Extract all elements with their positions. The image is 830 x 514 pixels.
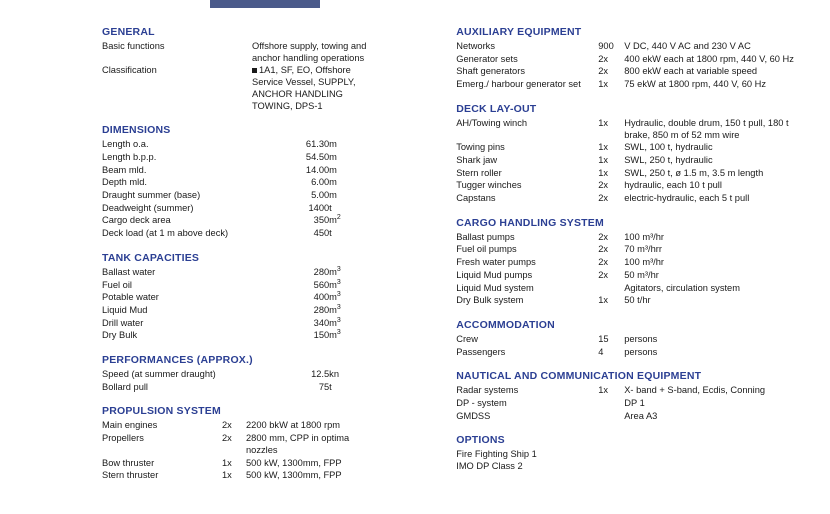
table-row <box>102 470 372 483</box>
table-row <box>102 215 372 228</box>
row-value: 61.30 <box>305 139 330 150</box>
section-title-performances: PERFORMANCES (APPROX.) <box>102 354 253 367</box>
band-segment-left <box>0 0 210 8</box>
row-value: 5.00 <box>311 190 330 201</box>
row-value: 2x <box>222 420 232 431</box>
section-auxiliary-equipment <box>456 26 814 92</box>
row-unit: Agitators, circulation system <box>624 282 740 293</box>
row-label: Ballast water <box>102 266 156 277</box>
row-label: Length o.a. <box>102 139 149 150</box>
row-unit: m <box>329 164 337 175</box>
table-row <box>102 280 372 293</box>
table-deck-layout <box>456 118 814 206</box>
top-color-band <box>0 0 830 8</box>
table-row <box>102 458 372 471</box>
row-label: Dry Bulk <box>102 330 138 341</box>
option-line: IMO DP Class 2 <box>456 461 523 472</box>
table-row <box>456 66 814 79</box>
row-value: 1x <box>598 142 609 153</box>
row-unit: 500 kW, 1300mm, FPP <box>246 457 342 468</box>
row-label: Networks <box>456 41 495 51</box>
row-label: Passengers <box>456 346 506 357</box>
specification-sheet <box>0 8 830 514</box>
row-unit: t <box>329 202 332 213</box>
table-row <box>102 382 372 395</box>
table-dimensions <box>102 139 372 241</box>
row-unit: 2200 bkW at 1800 rpm <box>246 420 341 431</box>
row-label: Liquid Mud pumps <box>456 269 533 280</box>
row-unit: Hydraulic, double drum, 150 t pull, 180 t brake, 850 m of 52 mm wire <box>624 117 789 140</box>
table-row <box>102 318 372 331</box>
row-value: 54.50 <box>305 151 330 162</box>
row-unit: electric-hydraulic, each 5 t pull <box>624 193 750 204</box>
row-value <box>598 398 624 411</box>
row-unit: 50 t/hr <box>624 295 651 306</box>
section-deck-layout <box>456 103 814 206</box>
row-unit: SWL, 250 t, hydraulic <box>624 154 713 165</box>
table-accommodation <box>456 334 814 359</box>
band-segment-accent <box>210 0 320 8</box>
row-label: Crew <box>456 333 478 344</box>
row-unit: m <box>329 139 337 150</box>
row-value: 1x <box>598 79 609 90</box>
row-label: Emerg./ harbour generator set <box>456 79 581 90</box>
row-value: 1x <box>222 457 232 468</box>
section-title-general: GENERAL <box>102 26 155 38</box>
superscript: 3 <box>336 316 341 324</box>
row-label: Potable water <box>102 292 159 303</box>
row-value: 1x <box>598 154 609 165</box>
row-value: 280 <box>313 304 330 315</box>
table-row <box>456 193 814 206</box>
table-auxiliary-equipment <box>456 41 814 92</box>
table-row <box>102 190 372 203</box>
table-row <box>456 54 814 67</box>
bullet-square-icon <box>252 68 257 73</box>
row-unit: X- band + S-band, Ecdis, Conning <box>624 385 766 396</box>
row-label: Generator sets <box>456 53 518 64</box>
row-unit: 400 ekW each at 1800 rpm, 440 V, 60 Hz <box>624 53 794 64</box>
row-label: Shark jaw <box>456 154 498 165</box>
row-unit: 70 m³/hrr <box>624 244 662 255</box>
row-value: 2x <box>598 244 609 255</box>
row-label: Bollard pull <box>102 381 148 392</box>
row-unit: 75 ekW at 1800 rpm, 440 V, 60 Hz <box>624 79 767 90</box>
row-value: 150 <box>313 330 330 341</box>
table-row <box>102 267 372 280</box>
row-label: Main engines <box>102 420 158 431</box>
row-value: 2x <box>598 193 609 204</box>
section-title-accommodation: ACCOMMODATION <box>456 318 555 331</box>
row-value: 2x <box>222 433 232 444</box>
row-value: 560 <box>313 279 330 290</box>
table-row <box>456 244 814 257</box>
row-label: Shaft generators <box>456 66 525 77</box>
row-label: Deadweight (summer) <box>102 202 194 213</box>
row-value: 2x <box>598 66 609 77</box>
table-row <box>456 232 814 245</box>
row-label: Cargo deck area <box>102 215 171 226</box>
row-label: AH/Towing winch <box>456 117 528 128</box>
row-unit: t <box>329 228 332 239</box>
row-unit: SWL, 250 t, ø 1.5 m, 3.5 m length <box>624 167 764 178</box>
row-value: 1x <box>222 470 232 481</box>
row-unit: persons <box>624 333 658 344</box>
row-label: Capstans <box>456 193 496 204</box>
row-unit: 100 m³/hr <box>624 257 665 268</box>
table-row <box>102 41 372 65</box>
row-label: Length b.p.p. <box>102 151 157 162</box>
row-value: 2x <box>598 269 609 280</box>
row-unit: $m^3$ <box>329 265 341 277</box>
table-row <box>102 369 372 382</box>
row-value: 340 <box>313 317 330 328</box>
row-value: 1x <box>598 167 609 178</box>
table-propulsion <box>102 420 372 483</box>
table-row <box>456 155 814 168</box>
table-general <box>102 41 372 113</box>
row-unit: $m^3$ <box>329 278 341 290</box>
row-label: Tugger winches <box>456 180 522 191</box>
table-performances <box>102 369 372 394</box>
row-value: 12.5 <box>311 369 330 380</box>
table-row <box>456 283 814 296</box>
row-unit: kn <box>329 369 339 380</box>
row-unit: 50 m³/hr <box>624 269 659 280</box>
row-value: 6.00 <box>311 177 330 188</box>
table-row <box>102 165 372 178</box>
right-column <box>372 26 814 514</box>
table-cargo-handling <box>456 232 814 308</box>
table-row <box>456 168 814 181</box>
table-row <box>102 305 372 318</box>
table-row <box>102 139 372 152</box>
table-row <box>102 65 372 113</box>
row-label: Towing pins <box>456 142 505 153</box>
table-row <box>456 411 814 424</box>
table-row <box>102 292 372 305</box>
row-label: Deck load (at 1 m above deck) <box>102 228 229 239</box>
section-title-auxiliary-equipment: AUXILIARY EQUIPMENT <box>456 26 582 38</box>
row-label: GMDSS <box>456 410 491 421</box>
table-row <box>456 142 814 155</box>
superscript: 3 <box>336 265 341 273</box>
row-unit: 100 m³/hr <box>624 231 665 242</box>
section-options <box>456 434 814 472</box>
row-label: Basic functions <box>102 41 165 51</box>
section-title-tank-capacities: TANK CAPACITIES <box>102 251 200 264</box>
row-label: Dry Bulk system <box>456 295 524 306</box>
row-label: Radar systems <box>456 385 519 396</box>
row-value: 1400 <box>308 202 330 213</box>
row-unit: DP 1 <box>624 398 645 409</box>
row-label: Depth mld. <box>102 177 147 188</box>
row-unit: $m^3$ <box>329 316 341 328</box>
row-unit: t <box>329 381 332 392</box>
section-accommodation <box>456 319 814 359</box>
table-row <box>456 295 814 308</box>
table-row <box>456 385 814 398</box>
row-value: 4 <box>598 346 604 357</box>
table-row <box>456 257 814 270</box>
row-label: DP - system <box>456 398 507 409</box>
row-label: Speed (at summer draught) <box>102 369 216 380</box>
table-row <box>102 203 372 216</box>
row-label: Stern roller <box>456 167 502 178</box>
row-label: Ballast pumps <box>456 231 515 242</box>
superscript: 3 <box>336 303 341 311</box>
row-value: 1x <box>598 117 609 128</box>
row-unit: 2800 mm, CPP in optima nozzles <box>246 433 350 455</box>
section-cargo-handling <box>456 217 814 308</box>
table-row <box>456 347 814 360</box>
row-unit: $m^3$ <box>329 329 341 341</box>
table-row <box>102 420 372 433</box>
row-value: 1x <box>598 385 609 396</box>
section-title-nautical-communication: NAUTICAL AND COMMUNICATION EQUIPMENT <box>456 370 702 383</box>
section-title-dimensions: DIMENSIONS <box>102 124 171 137</box>
row-unit: m <box>329 190 337 201</box>
row-label: Drill water <box>102 317 144 328</box>
row-label: Classification <box>102 65 157 76</box>
row-value: 280 <box>313 266 330 277</box>
left-column <box>16 26 372 514</box>
row-label: Fuel oil <box>102 279 132 290</box>
section-performances <box>102 354 372 394</box>
row-label: Bow thruster <box>102 457 155 468</box>
row-value: Offshore supply, towing and anchor handling operations <box>252 41 367 63</box>
table-row <box>456 398 814 411</box>
table-row <box>102 433 372 457</box>
superscript: 2 <box>336 214 341 222</box>
table-nautical-communication <box>456 385 814 423</box>
option-line: Fire Fighting Ship 1 <box>456 449 537 460</box>
table-row <box>102 330 372 343</box>
row-value: 350 <box>313 215 330 226</box>
row-unit: hydraulic, each 10 t pull <box>624 180 722 191</box>
superscript: 3 <box>336 329 341 337</box>
superscript: 3 <box>336 291 341 299</box>
row-unit: V DC, 440 V AC and 230 V AC <box>624 41 751 51</box>
row-unit: 800 ekW each at variable speed <box>624 66 758 77</box>
row-value: 1x <box>598 295 609 306</box>
row-unit: persons <box>624 346 658 357</box>
row-value: 900 <box>598 41 614 51</box>
section-dimensions <box>102 124 372 241</box>
row-value: 14.00 <box>305 164 330 175</box>
table-tank-capacities <box>102 267 372 343</box>
section-title-cargo-handling: CARGO HANDLING SYSTEM <box>456 216 604 229</box>
band-segment-right <box>320 0 830 8</box>
row-value <box>252 65 372 113</box>
row-unit: $m^3$ <box>329 291 341 303</box>
table-row <box>102 228 372 241</box>
row-unit: m <box>329 177 337 188</box>
row-unit: $m^3$ <box>329 303 341 315</box>
section-tank-capacities <box>102 252 372 343</box>
row-value: 400 <box>313 292 330 303</box>
row-label: Draught summer (base) <box>102 190 201 201</box>
superscript: 3 <box>336 278 341 286</box>
section-title-propulsion: PROPULSION SYSTEM <box>102 405 221 418</box>
row-label: Fresh water pumps <box>456 257 536 268</box>
section-propulsion <box>102 405 372 483</box>
table-row <box>102 152 372 165</box>
section-nautical-communication <box>456 370 814 423</box>
row-value <box>598 411 624 424</box>
row-unit: m <box>329 151 337 162</box>
table-row <box>456 79 814 92</box>
row-unit: SWL, 100 t, hydraulic <box>624 142 713 153</box>
table-row <box>456 180 814 193</box>
row-value: 75 <box>318 381 330 392</box>
row-value: 15 <box>598 333 609 344</box>
row-label: Stern thruster <box>102 470 159 481</box>
table-row <box>456 334 814 347</box>
table-row <box>456 118 814 142</box>
row-value: 2x <box>598 257 609 268</box>
section-title-options: OPTIONS <box>456 434 505 447</box>
row-value: 2x <box>598 53 609 64</box>
row-unit: 500 kW, 1300mm, FPP <box>246 470 342 481</box>
row-value: 450 <box>313 228 330 239</box>
section-general <box>102 26 372 113</box>
section-title-deck-layout: DECK LAY-OUT <box>456 102 537 115</box>
row-label: Fuel oil pumps <box>456 244 517 255</box>
table-row <box>102 177 372 190</box>
row-value <box>598 283 624 296</box>
row-label: Beam mld. <box>102 164 147 175</box>
row-value-text: 1A1, SF, EO, Offshore Service Vessel, SUPPLY, ANCHOR HANDLING TOWING, DPS-1 <box>252 65 356 111</box>
table-row <box>456 41 814 54</box>
row-label: Propellers <box>102 433 144 444</box>
row-unit: Area A3 <box>624 410 658 421</box>
row-unit: $m^2$ <box>329 214 341 226</box>
row-value: 2x <box>598 180 609 191</box>
row-label: Liquid Mud <box>102 304 148 315</box>
table-row <box>456 270 814 283</box>
row-label: Liquid Mud system <box>456 282 534 293</box>
row-value: 2x <box>598 231 609 242</box>
